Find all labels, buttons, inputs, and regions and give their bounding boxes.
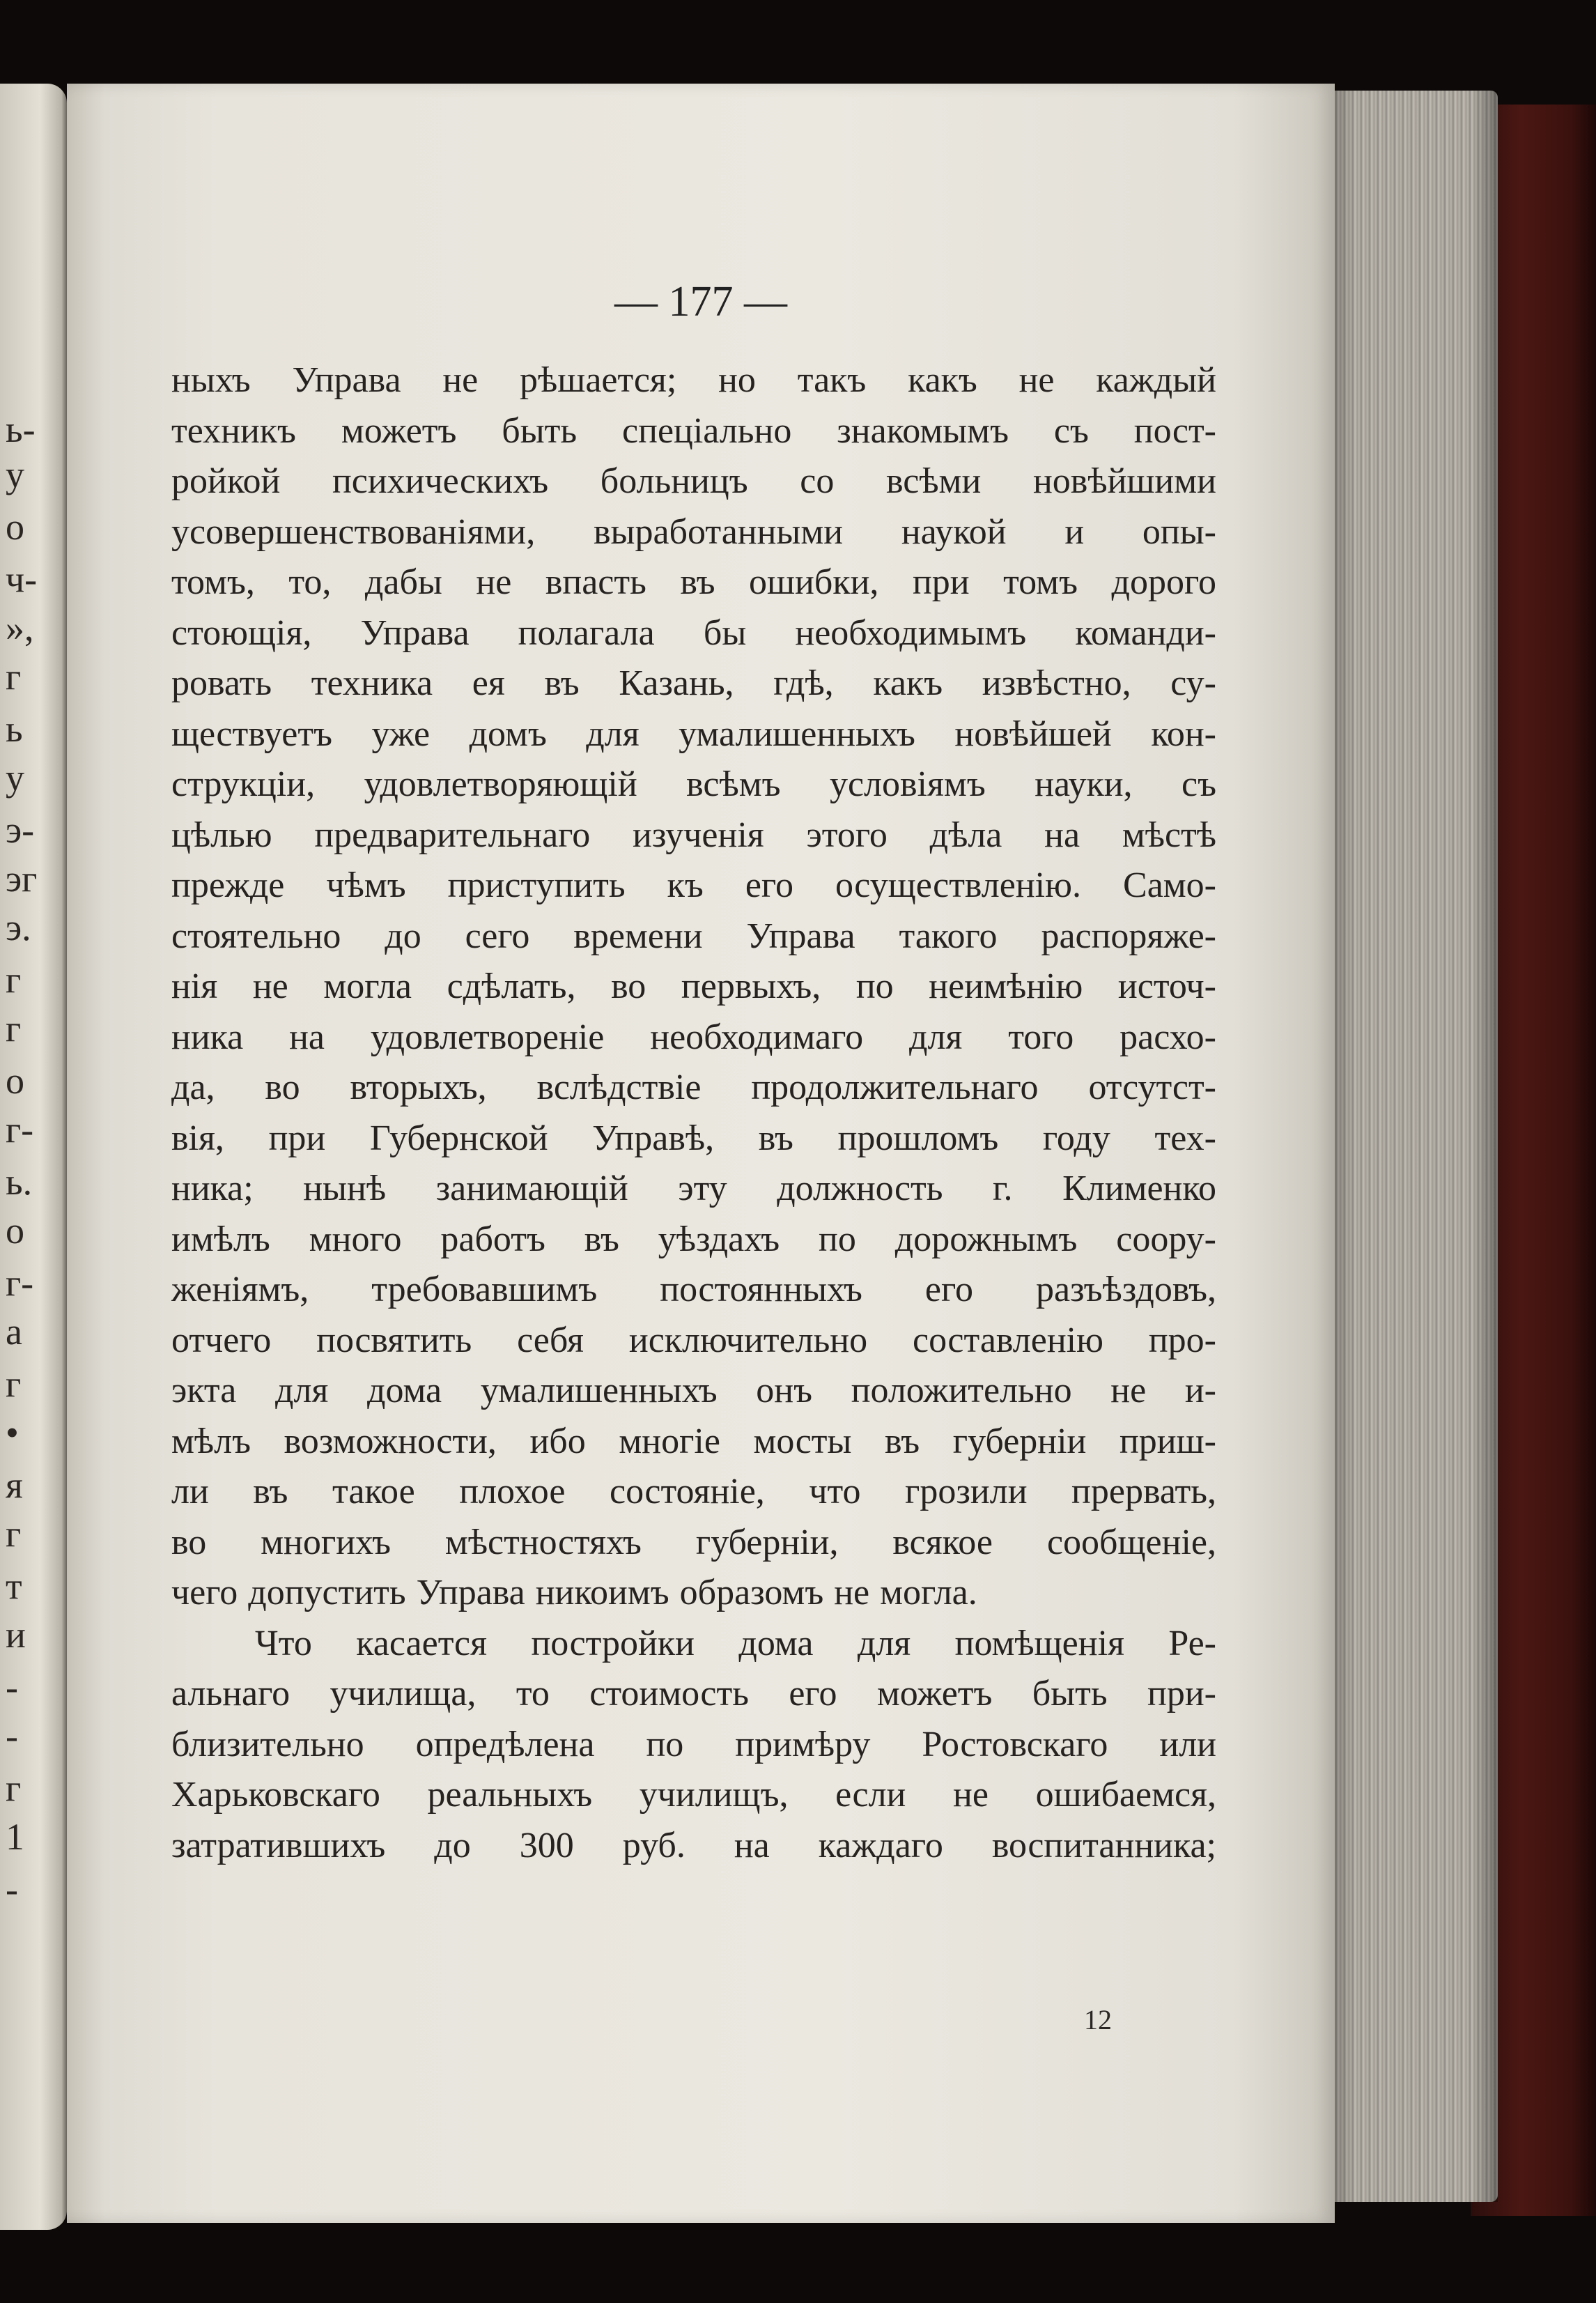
- text-line: женіямъ, требовавшимъ постоянныхъ его разъѣздовъ,: [171, 1270, 1216, 1309]
- page-stack-shade: [1324, 91, 1498, 2202]
- left-glyph: э.: [6, 907, 31, 948]
- left-glyph: о: [6, 1210, 24, 1251]
- printer-signature-mark: 12: [1084, 2004, 1112, 2035]
- text-line-paragraph-start: Что касается постройки дома для помѣщенія Ре-: [255, 1623, 1216, 1663]
- page-stack-edge: [1324, 91, 1498, 2202]
- left-glyph: о: [6, 506, 24, 548]
- text-line: ника на удовлетвореніе необходимаго для того расхо-: [171, 1017, 1216, 1057]
- text-line: ройкой психическихъ больницъ со всѣми новѣйшими: [171, 461, 1216, 501]
- text-line: нія не могла сдѣлать, во первыхъ, по неимѣнію источ-: [171, 966, 1216, 1006]
- left-glyph: г-: [6, 1262, 34, 1304]
- left-glyph: ч-: [6, 558, 38, 600]
- left-glyph: »,: [6, 607, 34, 649]
- text-line: техникъ можетъ быть спеціально знакомымъ съ пост-: [171, 410, 1216, 451]
- left-glyph: а: [6, 1311, 22, 1353]
- left-glyph: ь.: [6, 1161, 33, 1203]
- text-line: ли въ такое плохое состояніе, что грозили прервать,: [171, 1472, 1216, 1511]
- left-glyph: •: [6, 1412, 19, 1454]
- text-line: прежде чѣмъ приступить къ его осуществленію. Само-: [171, 865, 1216, 905]
- left-glyph: г: [6, 959, 22, 1001]
- text-line: мѣлъ возможности, ибо многіе мосты въ губерніи приш-: [171, 1421, 1216, 1461]
- text-line: томъ, то, дабы не впасть въ ошибки, при томъ дорого: [171, 562, 1216, 602]
- text-line: чего допустить Управа никоимъ образомъ не могла.: [171, 1573, 977, 1612]
- text-line: во многихъ мѣстностяхъ губерніи, всякое сообщеніе,: [171, 1522, 1216, 1562]
- left-glyph: г: [6, 656, 22, 698]
- left-glyph: -: [6, 1715, 18, 1757]
- left-glyph: 1: [6, 1816, 24, 1858]
- text-line: близительно опредѣлена по примѣру Ростовскаго или: [171, 1724, 1216, 1764]
- left-glyph: г: [6, 1513, 22, 1555]
- text-line: ществуетъ уже домъ для умалишенныхъ новѣйшей кон-: [171, 714, 1216, 754]
- body-text: [171, 355, 1216, 1871]
- left-glyph: г-: [6, 1109, 34, 1150]
- left-glyph: э-: [6, 809, 35, 851]
- left-glyph: г: [6, 1767, 22, 1809]
- left-glyph: г: [6, 1363, 22, 1405]
- left-glyph: у: [6, 454, 24, 495]
- left-glyph: ь-: [6, 408, 36, 450]
- text-line: ровать техника ея въ Казань, гдѣ, какъ извѣстно, су-: [171, 663, 1216, 703]
- left-glyph: о: [6, 1060, 24, 1102]
- text-line: экта для дома умалишенныхъ онъ положительно не и-: [171, 1371, 1216, 1410]
- text-line: отчего посвятить себя исключительно составленію про-: [171, 1320, 1216, 1360]
- text-line: усовершенствованіями, выработанными наукой и опы-: [171, 511, 1216, 552]
- previous-page-edge: [0, 84, 67, 2230]
- left-glyph: ь: [6, 708, 23, 750]
- text-line: имѣлъ много работъ въ уѣздахъ по дорожнымъ соору-: [171, 1219, 1216, 1259]
- text-line: Харьковскаго реальныхъ училищъ, если не ошибаемся,: [171, 1775, 1216, 1815]
- left-glyph: у: [6, 757, 24, 799]
- left-glyph: и: [6, 1614, 26, 1656]
- text-line: ника; нынѣ занимающій эту должность г. Клименко: [171, 1169, 1216, 1208]
- text-line: альнаго училища, то стоимость его можетъ быть при-: [171, 1674, 1216, 1713]
- book-page: [67, 84, 1335, 2223]
- text-line: да, во вторыхъ, вслѣдствіе продолжительнаго отсутст-: [171, 1068, 1216, 1107]
- left-glyph: эг: [6, 858, 38, 900]
- text-line: стоятельно до сего времени Управа такого распоряже-: [171, 916, 1216, 956]
- text-line: струкціи, удовлетворяющій всѣмъ условіямъ науки, съ: [171, 764, 1216, 804]
- text-line: цѣлью предварительнаго изученія этого дѣла на мѣстѣ: [171, 815, 1216, 855]
- left-glyph: я: [6, 1464, 23, 1506]
- left-glyph: -: [6, 1868, 18, 1910]
- left-glyph: т: [6, 1565, 22, 1607]
- left-glyph: г: [6, 1008, 22, 1049]
- text-line: ныхъ Управа не рѣшается; но такъ какъ не каждый: [171, 360, 1216, 400]
- previous-page-glyphs: [0, 84, 67, 2230]
- left-glyph: -: [6, 1666, 18, 1708]
- text-line: стоющія, Управа полагала бы необходимымъ команди-: [171, 613, 1216, 653]
- text-line: затратившихъ до 300 руб. на каждаго воспитанника;: [171, 1825, 1216, 1865]
- page-number: — 177 —: [614, 278, 787, 325]
- text-line: вія, при Губернской Управѣ, въ прошломъ году тех-: [171, 1118, 1216, 1158]
